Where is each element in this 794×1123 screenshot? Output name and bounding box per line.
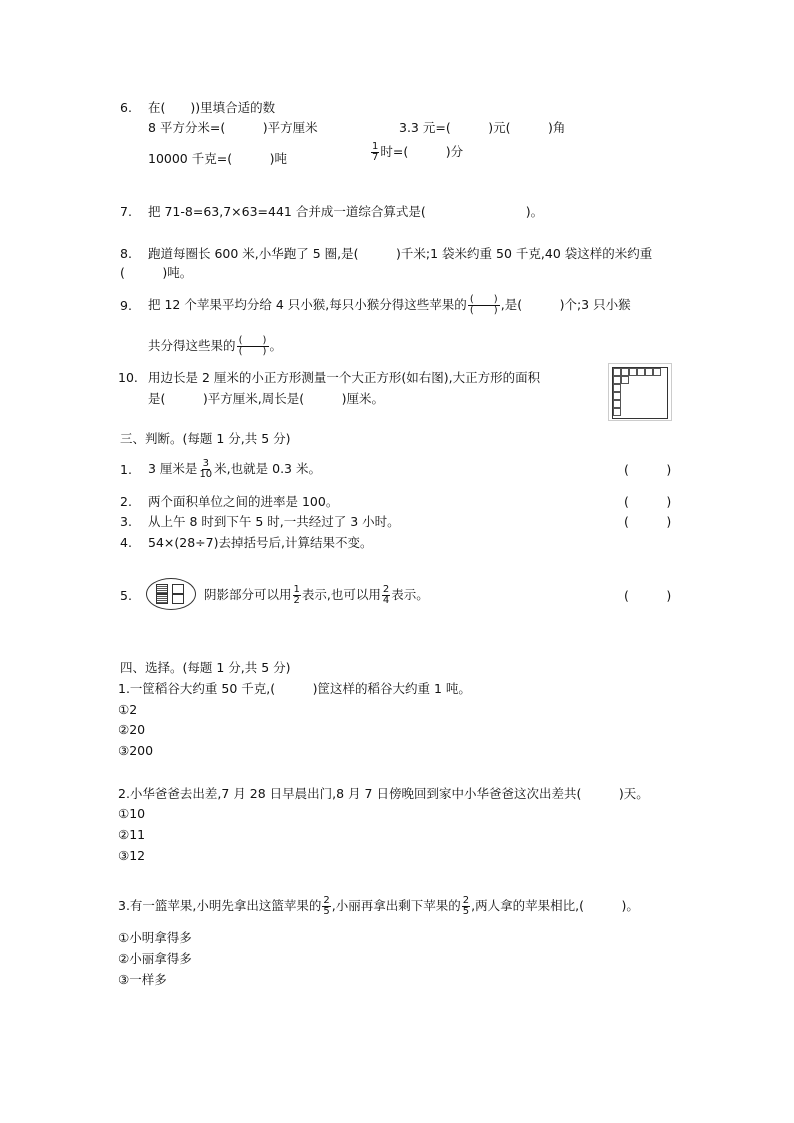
empty-box [172,584,184,594]
small-square [613,408,621,416]
fraction: $\frac{2}{5}$ [462,895,470,917]
choice-3-option[interactable]: ③一样多 [118,972,167,987]
q10-number: 10. [118,370,138,385]
q6-item-d: $\frac{1}{7}$ 时=( )分 [372,141,464,163]
q6-stem: 在( ))里填合适的数 [148,100,276,115]
small-square [613,384,621,392]
small-square [621,376,629,384]
small-square [637,368,645,376]
square-figure [608,363,672,421]
choice-1-option[interactable]: ③200 [118,743,154,758]
q6-item-a: 8 平方分米=( )平方厘米 [148,120,318,135]
fraction: $\frac{2}{5}$ [323,895,330,917]
small-square [613,400,621,408]
q8-line1: 跑道每圈长 600 米,小华跑了 5 圈,是( )千米;1 袋米约重 50 千克,40 袋这样的米约重 [148,246,653,261]
q6-item-b: 3.3 元=( )元( )角 [399,120,566,135]
choice-1-option[interactable]: ②20 [118,722,146,737]
choice-3-stem: 3.有一篮苹果,小明先拿出这篮苹果的 $\frac{2}{5}$ ,小丽再拿出剩下苹果的 $\frac{2}{5}$ ,两人拿的苹果相比,( )。 [118,895,639,917]
judge-1-number: 1. [120,462,132,477]
judge-2-text: 两个面积单位之间的进率是 100。 [148,494,339,509]
fraction: $\frac{( )}{( )}$ [468,295,500,316]
judge-5-answer[interactable]: ( ) [624,588,672,603]
small-square [613,368,621,376]
q9-number: 9. [120,298,132,313]
small-square [613,376,621,384]
shaded-oval-figure [146,578,196,610]
small-square [629,368,637,376]
judge-1-answer[interactable]: ( ) [624,462,672,477]
shaded-box [156,584,168,594]
judge-4-text: 54×(28÷7)去掉括号后,计算结果不变。 [148,535,373,550]
q10-line1: 用边长是 2 厘米的小正方形测量一个大正方形(如右图),大正方形的面积 [148,370,541,385]
choice-3-option[interactable]: ②小丽拿得多 [118,951,192,966]
small-square [621,368,629,376]
q10-line2: 是( )平方厘米,周长是( )厘米。 [148,391,384,406]
choice-1-stem: 1.一筐稻谷大约重 50 千克,( )筐这样的稻谷大约重 1 吨。 [118,681,471,696]
judge-3-number: 3. [120,514,132,529]
choice-2-option[interactable]: ②11 [118,827,146,842]
q8-line2: ( )吨。 [120,265,193,280]
choice-2-stem: 2.小华爸爸去出差,7 月 28 日早晨出门,8 月 7 日傍晚回到家中小华爸爸这次出差共( )天。 [118,786,649,801]
choice-3-option[interactable]: ①小明拿得多 [118,930,192,945]
choice-2-option[interactable]: ③12 [118,848,146,863]
judge-2-answer[interactable]: ( ) [624,494,672,509]
q6-number: 6. [120,100,132,115]
small-square [653,368,661,376]
q9-line1: 把 12 个苹果平均分给 4 只小猴,每只小猴分得这些苹果的 $\frac{( )}{( )}$ ,是( )个;3 只小猴 [148,294,631,316]
q7-number: 7. [120,204,132,219]
q8-number: 8. [120,246,132,261]
q9-line2: 共分得这些果的 $\frac{( )}{( )}$ 。 [148,335,283,357]
q7-text: 把 71-8=63,7×63=441 合并成一道综合算式是( )。 [148,204,544,219]
fraction: $\frac{1}{2}$ [293,584,300,606]
judge-3-answer[interactable]: ( ) [624,514,672,529]
judge-5-text: 阴影部分可以用 $\frac{1}{2}$ 表示,也可以用 $\frac{2}{4}$ 表示。 [204,584,429,606]
judge-2-number: 2. [120,494,132,509]
small-square [645,368,653,376]
fraction: $\frac{3}{10}$ [199,458,213,480]
choice-2-option[interactable]: ①10 [118,806,146,821]
choice-1-option[interactable]: ①2 [118,702,138,717]
fraction: $\frac{2}{4}$ [382,584,390,606]
judge-4-number: 4. [120,535,132,550]
section-3-title: 三、判断。(每题 1 分,共 5 分) [120,431,291,446]
section-4-title: 四、选择。(每题 1 分,共 5 分) [120,660,291,675]
empty-box [172,594,184,604]
q6-item-c: 10000 千克=( )吨 [148,151,287,166]
judge-3-text: 从上午 8 时到下午 5 时,一共经过了 3 小时。 [148,514,400,529]
judge-5-number: 5. [120,588,132,603]
small-square [613,392,621,400]
fraction: $\frac{1}{7}$ [372,141,379,163]
fraction: $\frac{( )}{( )}$ [237,336,269,357]
shaded-box [156,594,168,604]
judge-1-text: 3 厘米是 $\frac{3}{10}$ 米,也就是 0.3 米。 [148,458,321,480]
